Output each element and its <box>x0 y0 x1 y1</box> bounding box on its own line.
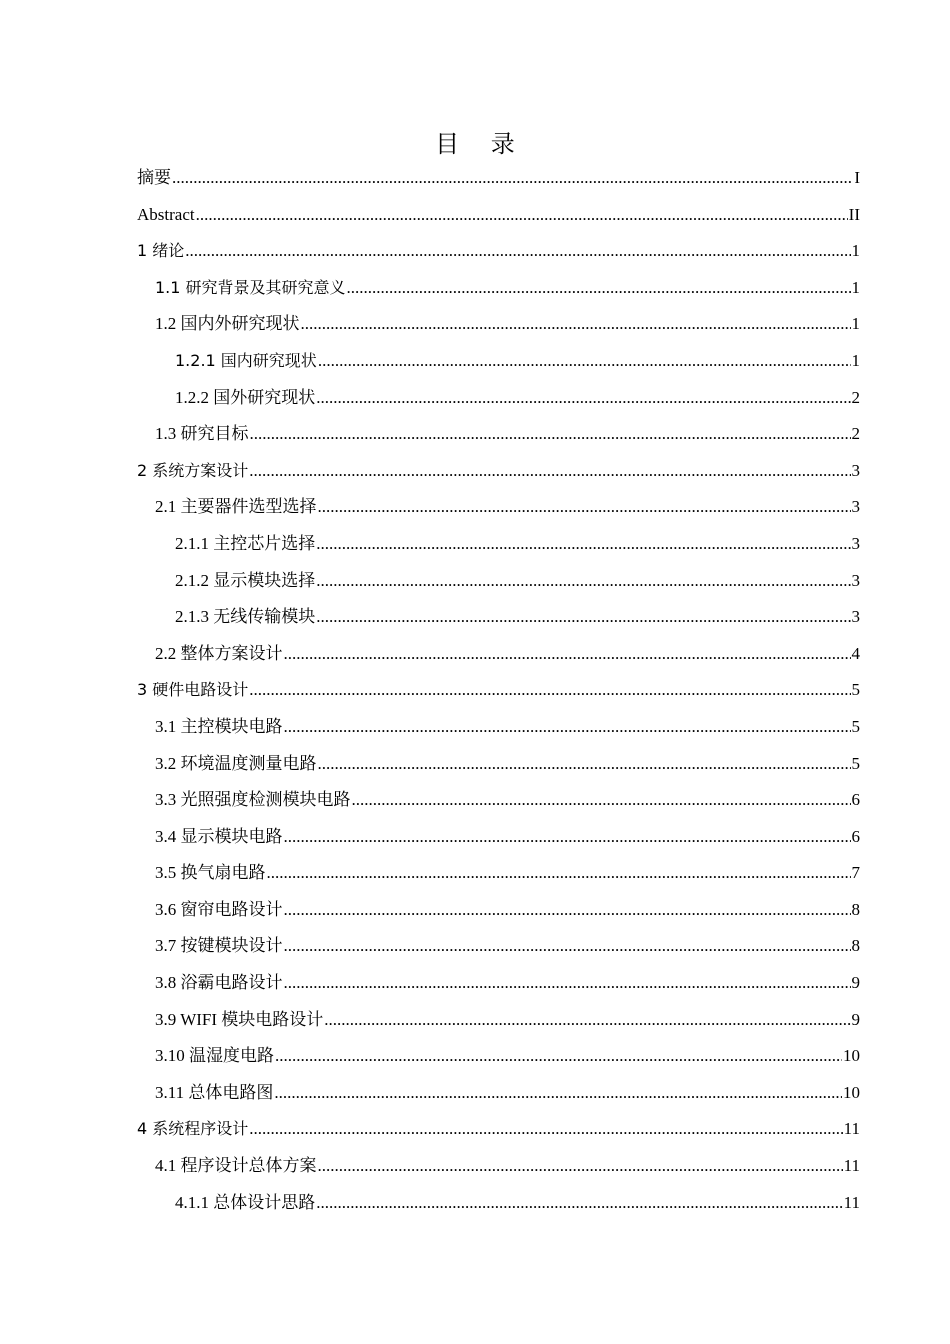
toc-entry-page: 4 <box>851 643 860 663</box>
toc-entry[interactable] <box>137 709 860 746</box>
toc-entry[interactable] <box>137 270 860 307</box>
dot-leader <box>318 746 851 783</box>
toc-entry[interactable] <box>137 965 860 1002</box>
dot-leader <box>316 563 850 600</box>
toc-entry[interactable] <box>137 1185 860 1222</box>
toc-entry[interactable] <box>137 1002 860 1039</box>
toc-entry-page: II <box>848 204 860 224</box>
toc-entry-text: 4.1 程序设计总体方案 <box>155 1156 317 1176</box>
toc-entry-text: 2.1 主要器件选型选择 <box>155 497 317 517</box>
toc-entry[interactable] <box>137 636 860 673</box>
dot-leader <box>316 599 850 636</box>
dot-leader <box>249 1111 842 1148</box>
toc-entry-page: 10 <box>843 1046 860 1066</box>
toc-entry[interactable] <box>137 306 860 343</box>
toc-entry-page: 5 <box>851 753 860 773</box>
toc-entry-page: I <box>854 168 860 187</box>
toc-entry-page: 7 <box>851 863 860 883</box>
toc-entry-page: 9 <box>851 1009 860 1029</box>
dot-leader <box>284 965 851 1002</box>
toc-entry-text: 2.1.2 显示模块选择 <box>175 570 316 590</box>
toc-entry-text: 2.1.3 无线传输模块 <box>175 607 316 627</box>
toc-entry-page: 3 <box>851 460 860 480</box>
dot-leader <box>316 1185 842 1222</box>
toc-entry-page: 3 <box>851 497 860 517</box>
dot-leader <box>284 892 851 929</box>
toc-entry-text: 3.10 温湿度电路 <box>155 1046 274 1066</box>
toc-entry-page: 2 <box>851 387 860 407</box>
toc-entry-text: 3.2 环境温度测量电路 <box>155 753 317 773</box>
toc-entry-page: 11 <box>843 1156 860 1176</box>
dot-leader <box>196 197 848 234</box>
toc-entry-page: 1 <box>851 350 860 370</box>
toc-entry-text: 2.1.1 主控芯片选择 <box>175 533 316 553</box>
dot-leader <box>318 489 851 526</box>
toc-entry-text: 4 系统程序设计 <box>137 1119 249 1139</box>
toc-entry[interactable] <box>137 928 860 965</box>
toc-entry-page: 3 <box>851 533 860 553</box>
toc-entry[interactable] <box>137 160 860 197</box>
toc-entry[interactable] <box>137 892 860 929</box>
toc-entry-page: 11 <box>843 1119 860 1139</box>
toc-entry[interactable] <box>137 1148 860 1185</box>
dot-leader <box>275 1038 842 1075</box>
toc-entry-text: 3.4 显示模块电路 <box>155 826 283 846</box>
dot-leader <box>324 1002 850 1039</box>
toc-entry-text: 4.1.1 总体设计思路 <box>175 1192 316 1212</box>
toc-title: 目 录 <box>435 130 527 158</box>
toc-entry-page: 3 <box>851 570 860 590</box>
toc-entry-page: 8 <box>851 899 860 919</box>
toc-entry[interactable] <box>137 453 860 490</box>
dot-leader <box>284 928 851 965</box>
dot-leader <box>301 306 851 343</box>
dot-leader <box>185 233 850 270</box>
toc-entry-page: 5 <box>851 680 860 700</box>
toc-entry-text: 3.1 主控模块电路 <box>155 716 283 736</box>
toc-entry-page: 5 <box>851 716 860 736</box>
toc-entry-page: 1 <box>851 277 860 297</box>
toc-entry-text: 3 硬件电路设计 <box>137 680 249 700</box>
toc-entry[interactable] <box>137 197 860 234</box>
toc-entry-text: 3.11 总体电路图 <box>155 1082 274 1102</box>
toc-entry-text: 3.7 按键模块设计 <box>155 936 283 956</box>
dot-leader <box>318 1148 843 1185</box>
toc-entry[interactable] <box>137 819 860 856</box>
toc-entry-page: 6 <box>851 826 860 846</box>
toc-entry[interactable] <box>137 599 860 636</box>
toc-entry-page: 8 <box>851 936 860 956</box>
toc-entry[interactable] <box>137 672 860 709</box>
toc-entry-text: 1.2.1 国内研究现状 <box>175 350 317 370</box>
dot-leader <box>316 526 850 563</box>
toc-entry-text: 摘要 <box>137 168 171 187</box>
toc-entry[interactable] <box>137 526 860 563</box>
toc-entry-page: 6 <box>851 790 860 810</box>
toc-entry[interactable] <box>137 233 860 270</box>
toc-entry-text: 1 绪论 <box>137 241 185 261</box>
toc-entry-text: 3.3 光照强度检测模块电路 <box>155 790 351 810</box>
dot-leader <box>347 270 851 307</box>
dot-leader <box>318 343 851 380</box>
toc-entry-text: 2 系统方案设计 <box>137 460 249 480</box>
toc-entry-text: 3.9 WIFI 模块电路设计 <box>155 1009 324 1029</box>
toc-entry-text: 3.5 换气扇电路 <box>155 863 266 883</box>
toc-entry-page: 1 <box>851 314 860 334</box>
dot-leader <box>352 782 851 819</box>
dot-leader <box>249 672 850 709</box>
dot-leader <box>172 160 853 197</box>
toc-entry-text: 3.6 窗帘电路设计 <box>155 899 283 919</box>
dot-leader <box>316 380 850 417</box>
toc-entry[interactable] <box>137 746 860 783</box>
toc-entry-text: Abstract <box>137 204 195 224</box>
toc-entry[interactable] <box>137 380 860 417</box>
toc-entry-page: 9 <box>851 973 860 993</box>
dot-leader <box>267 855 851 892</box>
dot-leader <box>274 1075 842 1112</box>
toc-entry[interactable] <box>137 563 860 600</box>
dot-leader <box>249 453 850 490</box>
toc-entry[interactable] <box>137 782 860 819</box>
toc-entry-text: 3.8 浴霸电路设计 <box>155 973 283 993</box>
table-of-contents <box>137 160 860 1221</box>
toc-entry-text: 2.2 整体方案设计 <box>155 643 283 663</box>
toc-entry-text: 1.2.2 国外研究现状 <box>175 387 316 407</box>
toc-entry-page: 3 <box>851 607 860 627</box>
toc-entry-text: 1.1 研究背景及其研究意义 <box>155 277 346 297</box>
dot-leader <box>284 636 851 673</box>
toc-entry-page: 11 <box>843 1192 860 1212</box>
dot-leader <box>250 416 851 453</box>
toc-entry-page: 2 <box>851 424 860 444</box>
toc-entry[interactable] <box>137 1075 860 1112</box>
toc-entry-page: 10 <box>843 1082 860 1102</box>
toc-entry[interactable] <box>137 1038 860 1075</box>
dot-leader <box>284 819 851 856</box>
toc-entry[interactable] <box>137 416 860 453</box>
dot-leader <box>284 709 851 746</box>
toc-entry-page: 1 <box>851 241 860 261</box>
toc-entry-text: 1.2 国内外研究现状 <box>155 314 300 334</box>
toc-entry[interactable] <box>137 855 860 892</box>
toc-entry[interactable] <box>137 489 860 526</box>
toc-entry[interactable] <box>137 1111 860 1148</box>
toc-entry-text: 1.3 研究目标 <box>155 424 249 444</box>
toc-entry[interactable] <box>137 343 860 380</box>
